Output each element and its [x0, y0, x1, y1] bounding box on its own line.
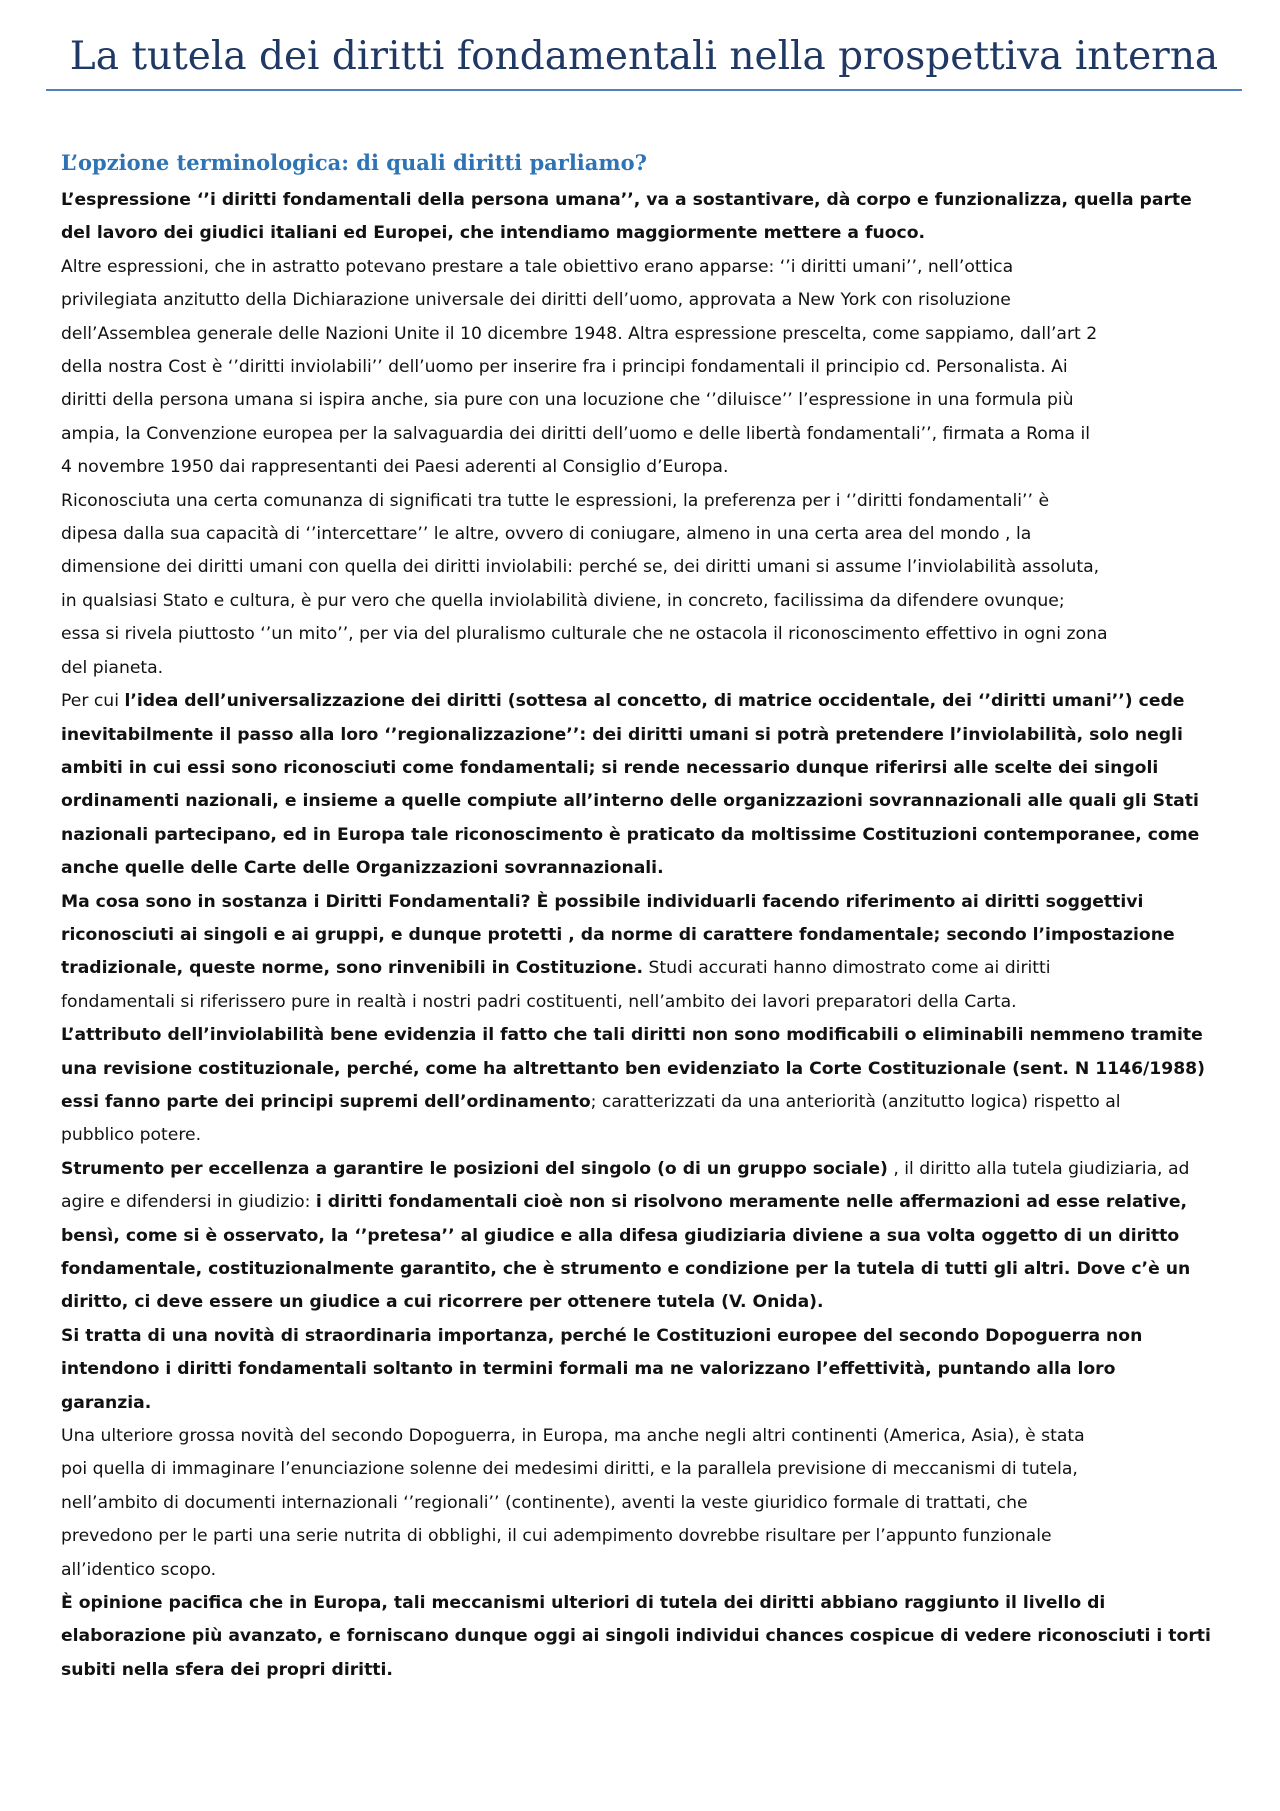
text-line: [61, 384, 1231, 417]
text-run: Ma cosa sono in sostanza i Diritti Fondamentali? È possibile individuarli facendo riferimento ai diritti soggettivi: [61, 891, 1144, 912]
text-line: [61, 1019, 1231, 1052]
text-line: [61, 752, 1231, 785]
text-run: diritto, ci deve essere un giudice a cui ricorrere per ottenere tutela (V. Onida).: [61, 1292, 824, 1313]
text-line: [61, 451, 1231, 484]
text-run: ordinamenti nazionali, e insieme a quelle compiute all’interno delle organizzazioni sovrannazionali alle quali gli Stati: [61, 791, 1199, 812]
text-run: essa si rivela piuttosto ‘’un mito’’, per via del pluralismo culturale che ne ostacola il riconoscimento effettivo in ogni zona: [61, 624, 1108, 645]
text-line: [61, 585, 1231, 618]
text-run: L’espressione ‘’i diritti fondamentali della persona umana’’, va a sostantivare, dà corpo e funzionalizza, quella parte: [61, 190, 1192, 210]
text-line: [61, 1119, 1231, 1152]
text-line: [61, 1220, 1231, 1253]
text-run: Si tratta di una novità di straordinaria importanza, perché le Costituzioni europee del secondo Dopoguerra non: [61, 1325, 1143, 1346]
text-line: [61, 618, 1231, 651]
text-run: poi quella di immaginare l’enunciazione solenne dei medesimi diritti, e la parallela previsione di meccanismi di tutela,: [61, 1459, 1078, 1480]
text-line: [61, 1353, 1231, 1386]
text-run: È opinione pacifica che in Europa, tali meccanismi ulteriori di tutela dei diritti abbiano raggiunto il livello di: [61, 1593, 1106, 1614]
text-run: una revisione costituzionale, perché, come ha altrettanto ben evidenziato la Corte Costituzionale (sent. N 1146/1988): [61, 1058, 1206, 1079]
text-line: [61, 217, 1231, 250]
text-line: [61, 852, 1231, 885]
text-run: elaborazione più avanzato, e forniscano dunque oggi ai singoli individui chances cospicue di vedere riconosciuti i torti: [61, 1626, 1211, 1647]
text-run: subiti nella sfera dei propri diritti.: [61, 1659, 393, 1680]
section-heading: L’opzione terminologica: di quali diritti parliamo?: [61, 150, 647, 175]
text-run: dipesa dalla sua capacità di ‘’intercettare’’ le altre, ovvero di coniugare, almeno in una certa area del mondo , la: [61, 524, 1032, 545]
text-line: [61, 318, 1231, 351]
text-run: l’idea dell’universalizzazione dei diritti (sottesa al concetto, di matrice occidentale, dei ‘’diritti umani’’) cede: [124, 691, 1185, 712]
text-run: dell’Assemblea generale delle Nazioni Unite il 10 dicembre 1948. Altra espressione prescelta, come sappiamo, dall’art 2: [61, 323, 1098, 344]
text-line: [61, 1587, 1231, 1620]
text-line: [61, 284, 1231, 317]
text-run: Una ulteriore grossa novità del secondo Dopoguerra, in Europa, ma anche negli altri continenti (America, Asia), è stata: [61, 1426, 1085, 1447]
text-run: prevedono per le parti una serie nutrita di obblighi, il cui adempimento dovrebbe risultare per l’appunto funzionale: [61, 1526, 1052, 1547]
text-line: [61, 1420, 1231, 1453]
text-run: Altre espressioni, che in astratto potevano prestare a tale obiettivo erano apparse: ‘’i diritti umani’’, nell’ottica: [61, 256, 1014, 277]
text-line: [61, 952, 1231, 985]
text-line: [61, 1487, 1231, 1520]
text-run: dimensione dei diritti umani con quella dei diritti inviolabili: perché se, dei diritti umani si assume l’inviolabilità assoluta,: [61, 557, 1100, 578]
text-run: fondamentali si riferissero pure in realtà i nostri padri costituenti, nell’ambito dei lavori preparatori della Carta.: [61, 991, 1017, 1012]
text-run: del lavoro dei giudici italiani ed Europei, che intendiamo maggiormente mettere a fuoco.: [61, 223, 926, 244]
text-run: riconosciuti ai singoli e ai gruppi, e dunque protetti , da norme di carattere fondamentale; secondo l’impostazione: [61, 924, 1175, 945]
text-line: [61, 1654, 1231, 1687]
text-line: [61, 184, 1231, 217]
text-run: bensì, come si è osservato, la ‘’pretesa’’ al giudice e alla difesa giudiziaria diviene a sua volta oggetto di un diritto: [61, 1225, 1180, 1246]
text-line: [61, 1320, 1231, 1353]
text-line: [61, 1253, 1231, 1286]
text-run: ; caratterizzati da una anteriorità (anzitutto logica) rispetto al: [590, 1091, 1121, 1112]
text-line: [61, 719, 1231, 752]
text-run: garanzia.: [61, 1392, 152, 1413]
text-run: del pianeta.: [61, 657, 164, 678]
text-line: [61, 485, 1231, 518]
title-underline: [46, 89, 1242, 91]
text-run: Studi accurati hanno dimostrato come ai diritti: [643, 958, 1051, 979]
text-run: fondamentale, costituzionalmente garantito, che è strumento e condizione per la tutela di tutti gli altri. Dove c’è un: [61, 1259, 1191, 1279]
text-run: della nostra Cost è ‘’diritti inviolabili’’ dell’uomo per inserire fra i principi fondamentali il principio cd. Personalista. Ai: [61, 357, 1068, 378]
text-run: , il diritto alla tutela giudiziaria, ad: [887, 1158, 1190, 1179]
text-line: [61, 886, 1231, 919]
text-run: diritti della persona umana si ispira anche, sia pure con una locuzione che ‘’diluisce’’ l’espressione in una formula più: [61, 390, 1074, 411]
text-line: [61, 685, 1231, 718]
text-line: [61, 652, 1231, 685]
text-line: [61, 986, 1231, 1019]
text-run: ampia, la Convenzione europea per la salvaguardia dei diritti dell’uomo e delle libertà fondamentali’’, firmata a Roma il: [61, 423, 1091, 444]
text-run: i diritti fondamentali cioè non si risolvono meramente nelle affermazioni ad esse relative,: [315, 1192, 1188, 1213]
text-run: inevitabilmente il passo alla loro ‘’regionalizzazione’’: dei diritti umani si potrà pretendere l’inviolabilità, solo negli: [61, 724, 1183, 745]
text-line: [61, 251, 1231, 284]
text-run: in qualsiasi Stato e cultura, è pur vero che quella inviolabilità diviene, in concreto, facilissima da difendere ovunque;: [61, 590, 1065, 611]
text-run: essi fanno parte dei principi supremi dell’ordinamento: [61, 1091, 591, 1112]
text-line: [61, 551, 1231, 584]
text-run: nell’ambito di documenti internazionali ‘’regionali’’ (continente), aventi la veste giuridico formale di trattati, che: [61, 1492, 1028, 1513]
text-run: ambiti in cui essi sono riconosciuti come fondamentali; si rende necessario dunque riferirsi alle scelte dei singoli: [61, 757, 1159, 778]
text-run: Riconosciuta una certa comunanza di significati tra tutte le espressioni, la preferenza per i ‘’diritti fondamentali’’ è: [61, 490, 1050, 511]
text-line: [61, 351, 1231, 384]
text-run: pubblico potere.: [61, 1125, 202, 1146]
text-line: [61, 1053, 1231, 1086]
text-line: [61, 418, 1231, 451]
text-run: L’attributo dell’inviolabilità bene evidenzia il fatto che tali diritti non sono modificabili o eliminabili nemmeno tramite: [61, 1025, 1203, 1046]
text-line: [61, 1620, 1231, 1653]
text-run: agire e difendersi in giudizio:: [61, 1192, 316, 1213]
text-run: 4 novembre 1950 dai rappresentanti dei Paesi aderenti al Consiglio d’Europa.: [61, 457, 729, 478]
text-line: [61, 1387, 1231, 1420]
text-line: [61, 1086, 1231, 1119]
text-line: [61, 1520, 1231, 1553]
text-run: anche quelle delle Carte delle Organizzazioni sovrannazionali.: [61, 858, 664, 879]
text-line: [61, 1286, 1231, 1319]
document-title: La tutela dei diritti fondamentali nella prospettiva interna: [69, 34, 1219, 79]
text-line: [61, 1153, 1231, 1186]
text-run: tradizionale, queste norme, sono rinvenibili in Costituzione.: [61, 958, 644, 979]
body-text: [61, 184, 1231, 1687]
text-run: Per cui: [61, 691, 125, 712]
text-line: [61, 819, 1231, 852]
text-line: [61, 1453, 1231, 1486]
text-line: [61, 1554, 1231, 1587]
text-run: intendono i diritti fondamentali soltanto in termini formali ma ne valorizzano l’effettività, puntando alla loro: [61, 1359, 1116, 1380]
text-run: nazionali partecipano, ed in Europa tale riconoscimento è praticato da moltissime Costituzioni contemporanee, come: [61, 824, 1200, 845]
text-line: [61, 1186, 1231, 1219]
text-run: Strumento per eccellenza a garantire le posizioni del singolo (o di un gruppo sociale): [61, 1158, 888, 1179]
text-run: all’identico scopo.: [61, 1559, 217, 1580]
text-run: privilegiata anzitutto della Dichiarazione universale dei diritti dell’uomo, approvata a New York con risoluzione: [61, 290, 1011, 311]
text-line: [61, 919, 1231, 952]
text-line: [61, 518, 1231, 551]
text-line: [61, 785, 1231, 818]
